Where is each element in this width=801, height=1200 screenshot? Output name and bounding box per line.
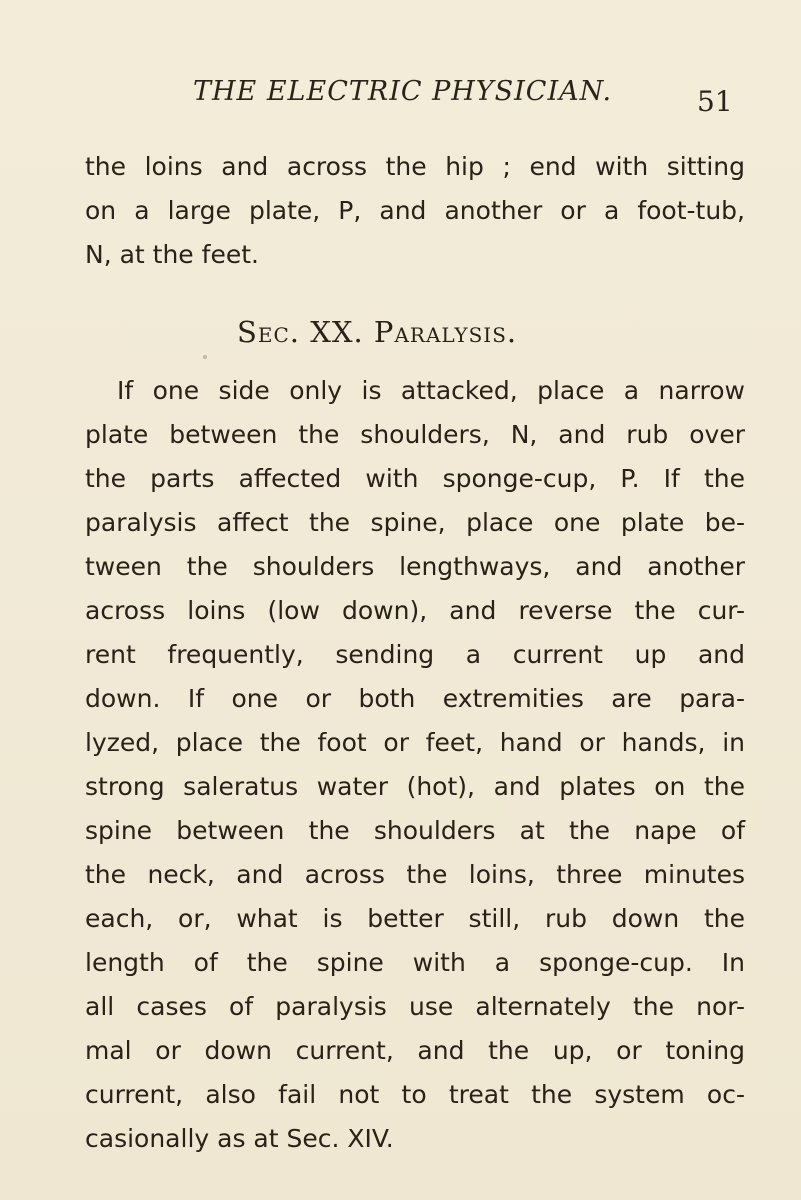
- text-line-p2-14: length of the spine with a sponge-cup. In: [85, 948, 745, 977]
- page-number: 51: [697, 85, 733, 118]
- text-line-p2-12: the neck, and across the loins, three minutes: [85, 860, 745, 889]
- text-line-p2-15: all cases of paralysis use alternately the nor-: [85, 992, 745, 1021]
- text-line-p2-18: casionally as at Sec. XIV.: [85, 1124, 394, 1153]
- text-line-p2-13: each, or, what is better still, rub down the: [85, 904, 745, 933]
- text-line-p1-2: on a large plate, P, and another or a foot-tub,: [85, 196, 745, 225]
- text-line-p2-17: current, also fail not to treat the system oc-: [85, 1080, 745, 1109]
- text-line-p2-5: tween the shoulders lengthways, and another: [85, 552, 745, 581]
- paper-speck: [203, 355, 207, 359]
- text-line-p2-10: strong saleratus water (hot), and plates on the: [85, 772, 745, 801]
- text-line-p2-1: If one side only is attacked, place a narrow: [117, 376, 745, 405]
- running-head: THE ELECTRIC PHYSICIAN.: [193, 76, 613, 107]
- section-heading: Sec. XX. Paralysis.: [237, 315, 518, 349]
- text-line-p2-3: the parts affected with sponge-cup, P. If the: [85, 464, 745, 493]
- text-line-p2-4: paralysis affect the spine, place one plate be-: [85, 508, 745, 537]
- text-line-p2-7: rent frequently, sending a current up and: [85, 640, 745, 669]
- text-line-p2-8: down. If one or both extremities are para-: [85, 684, 745, 713]
- text-line-p2-11: spine between the shoulders at the nape of: [85, 816, 745, 845]
- text-line-p2-9: lyzed, place the foot or feet, hand or hands, in: [85, 728, 745, 757]
- text-line-p1-1: the loins and across the hip ; end with sitting: [85, 152, 745, 181]
- text-line-p2-2: plate between the shoulders, N, and rub over: [85, 420, 745, 449]
- text-line-p2-6: across loins (low down), and reverse the cur-: [85, 596, 745, 625]
- text-line-p1-3: N, at the feet.: [85, 240, 259, 269]
- text-line-p2-16: mal or down current, and the up, or toning: [85, 1036, 745, 1065]
